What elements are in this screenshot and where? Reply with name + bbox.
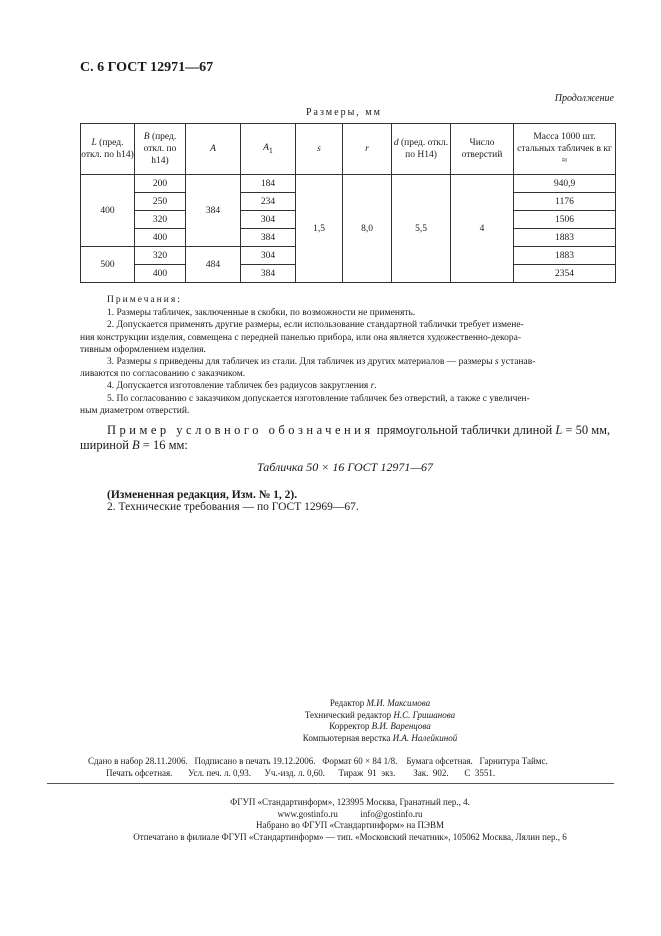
- note-4: 4. Допускается изготовление табличек без радиусов закругления r.: [107, 381, 377, 392]
- cell-A1: 384: [241, 265, 296, 283]
- note-5: 5. По согласованию с заказчиком допускается изготовление табличек без отверстий, а также с увеличен-: [107, 393, 530, 404]
- cell-r: 8,0: [343, 175, 392, 283]
- notes-title: Примечания:: [107, 295, 182, 305]
- cell-B: 320: [135, 211, 186, 229]
- cell-mass: 1506: [514, 211, 616, 229]
- credit-tech-editor: Технический редактор Н.С. Гришанова: [304, 709, 456, 720]
- credit-layout: Компьютерная верстка И.А. Налейкиной: [302, 732, 458, 743]
- cell-mass: 1176: [514, 193, 616, 211]
- footer-typeset: Набрано во ФГУП «Стандартинформ» на ПЭВМ: [256, 820, 444, 831]
- publication-info: Сдано в набор 28.11.2006. Подписано в печать 19.12.2006. Формат 60 × 84 1/8. Бумага офсетная. Гарнитура Таймс. Печать офсетная. Усл. печ. л. 0,93. Уч.-изд. л. 0,60. Тираж 91 экз. Зак. 902. С 3551.: [88, 756, 548, 778]
- header-holes: Число отверстий: [451, 124, 514, 175]
- example-paragraph: Пример условного обозначения прямоугольной таблички длиной L = 50 мм, шириной B = 16 мм:: [80, 423, 611, 452]
- header-mass: Масса 1000 шт. стальных табличек в кг ≈: [514, 124, 616, 175]
- cell-B: 250: [135, 193, 186, 211]
- note-2: 2. Допускается применять другие размеры, если использование стандартной таблички требует измене-: [107, 320, 524, 331]
- cell-mass: 1883: [514, 229, 616, 247]
- header-A1: $A_1$: [241, 124, 296, 175]
- footer-address: ФГУП «Стандартинформ», 123995 Москва, Гранатный пер., 4.: [230, 797, 470, 807]
- publisher-footer: [40, 797, 660, 844]
- cell-B: 320: [135, 247, 186, 265]
- cell-mass: 1883: [514, 247, 616, 265]
- table-row: [81, 175, 616, 193]
- cell-A: 384: [186, 175, 241, 247]
- footer-web: www.gostinfo.ru info@gostinfo.ru: [277, 808, 423, 819]
- credits-block: [0, 698, 661, 744]
- cell-A1: 384: [241, 229, 296, 247]
- table-caption: Размеры, мм: [306, 107, 382, 118]
- header-A: A: [186, 124, 241, 175]
- footer-printed: Отпечатано в филиале ФГУП «Стандартинформ» — тип. «Московский печатник», 105062 Москва, Лялин пер., 6: [133, 832, 567, 843]
- note-3: 3. Размеры s приведены для табличек из стали. Для табличек из других материалов — размеры s устанав-: [107, 357, 536, 368]
- header-L: L (пред. откл. по h14): [81, 124, 135, 175]
- cell-A1: 184: [241, 175, 296, 193]
- cell-A: 484: [186, 247, 241, 283]
- section-2: 2. Технические требования — по ГОСТ 12969—67.: [107, 501, 359, 513]
- header-B: B (пред. откл. по h14): [135, 124, 186, 175]
- notes-section: [80, 294, 617, 417]
- cell-holes: 4: [451, 175, 514, 283]
- cell-mass: 940,9: [514, 175, 616, 193]
- page-header: С. 6 ГОСТ 12971—67: [80, 60, 214, 75]
- header-r: r: [343, 124, 392, 175]
- amendment-note: (Измененная редакция, Изм. № 1, 2).: [107, 489, 298, 501]
- note-3-cont: ливаются по согласованию с заказчиком.: [80, 369, 246, 380]
- credit-corrector: Корректор В.И. Варенцова: [329, 721, 431, 731]
- note-5-cont: ным диаметром отверстий.: [80, 405, 190, 416]
- header-s: s: [296, 124, 343, 175]
- cell-A1: 234: [241, 193, 296, 211]
- cell-A1: 304: [241, 247, 296, 265]
- cell-mass: 2354: [514, 265, 616, 283]
- cell-A1: 304: [241, 211, 296, 229]
- cell-L: 400: [81, 175, 135, 247]
- header-d: d (пред. откл. по H14): [392, 124, 451, 175]
- cell-s: 1,5: [296, 175, 343, 283]
- cell-B: 400: [135, 265, 186, 283]
- cell-L: 500: [81, 247, 135, 283]
- table-header-row: [81, 124, 616, 175]
- credit-editor: Редактор М.И. Максимова: [329, 698, 431, 708]
- continuation-label: Продолжение: [554, 93, 614, 104]
- note-2-cont: ния конструкции изделия, совмещена с передней панелью прибора, или она является художественно-декора-: [80, 332, 521, 343]
- cell-d: 5,5: [392, 175, 451, 283]
- note-1: 1. Размеры табличек, заключенные в скобки, по возможности не применять.: [107, 308, 416, 319]
- dimensions-table: [80, 123, 616, 283]
- divider: [47, 783, 614, 784]
- designation-example: Табличка 50 × 16 ГОСТ 12971—67: [256, 460, 434, 474]
- note-2-cont: тивным оформлением изделия.: [80, 344, 206, 355]
- cell-B: 200: [135, 175, 186, 193]
- cell-B: 400: [135, 229, 186, 247]
